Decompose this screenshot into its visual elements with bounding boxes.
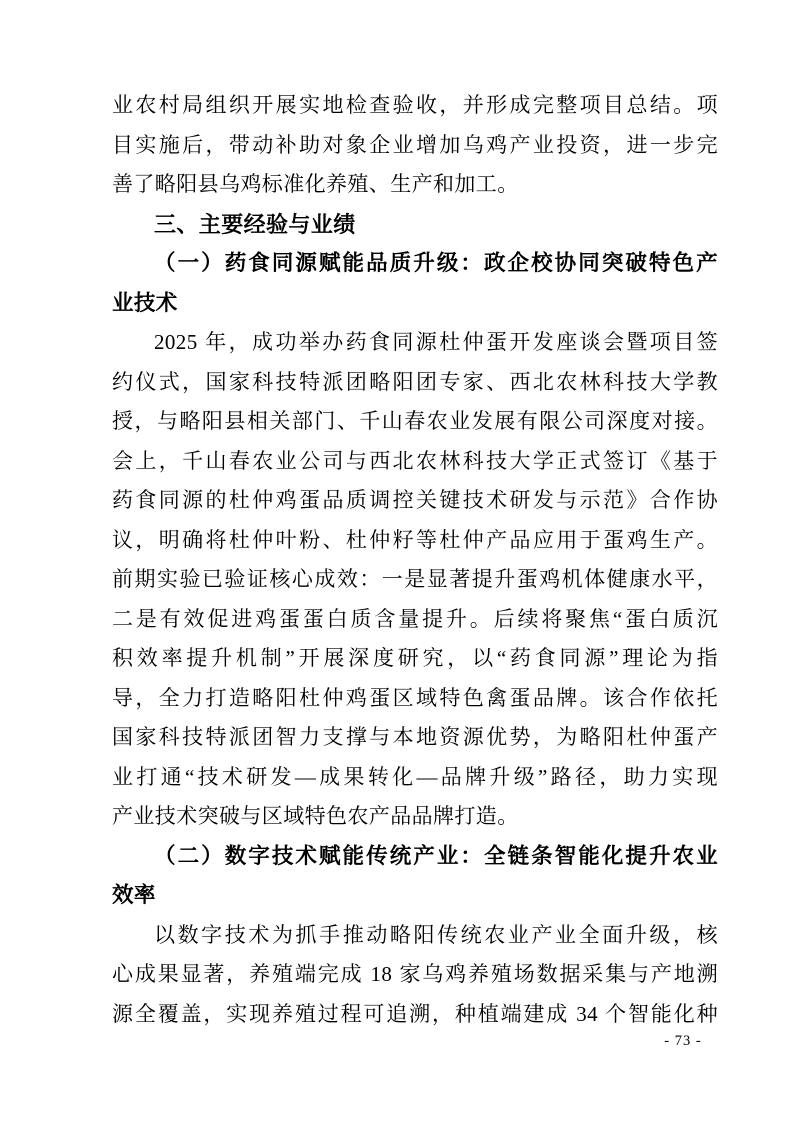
paragraph-line: 目实施后，带动补助对象企业增加乌鸡产业投资，进一步完 bbox=[112, 132, 718, 157]
paragraph-line: 前期实验已验证核心成效：一是显著提升蛋鸡机体健康水平， bbox=[112, 567, 718, 591]
paragraph-line: 约仪式，国家科技特派团略阳团专家、西北农林科技大学教 bbox=[112, 369, 718, 394]
paragraph-line: 源全覆盖，实现养殖过程可追溯，种植端建成 34 个智能化种 bbox=[112, 1001, 718, 1026]
paragraph-line: 心成果显著，养殖端完成 18 家乌鸡养殖场数据采集与产地溯 bbox=[112, 962, 718, 986]
paragraph-line: 以数字技术为抓手推动略阳传统农业产业全面升级，核 bbox=[154, 922, 718, 947]
page-number: - 73 - bbox=[664, 1033, 702, 1049]
paragraph-line: 二是有效促进鸡蛋蛋白质含量提升。后续将聚焦“蛋白质沉 bbox=[112, 606, 718, 631]
heading-line: 效率 bbox=[112, 883, 156, 907]
paragraph-line: 议，明确将杜仲叶粉、杜仲籽等杜仲产品应用于蛋鸡生产。 bbox=[112, 527, 718, 552]
paragraph-line: 药食同源的杜仲鸡蛋品质调控关键技术研发与示范》合作协 bbox=[112, 488, 718, 512]
paragraph-line: 导，全力打造略阳杜仲鸡蛋区域特色禽蛋品牌。该合作依托 bbox=[112, 685, 718, 710]
heading-line: （二）数字技术赋能传统产业：全链条智能化提升农业 bbox=[154, 843, 718, 868]
document-body bbox=[112, 86, 718, 1034]
paragraph-line: 2025 年，成功举办药食同源杜仲蛋开发座谈会暨项目签 bbox=[154, 330, 718, 354]
paragraph-line: 产业技术突破与区域特色农产品品牌打造。 bbox=[112, 804, 519, 828]
paragraph-line: 积效率提升机制”开展深度研究，以“药食同源”理论为指 bbox=[112, 646, 718, 670]
paragraph-line: 授，与略阳县相关部门、千山春农业发展有限公司深度对接。 bbox=[112, 409, 718, 433]
heading-line: （一）药食同源赋能品质升级：政企校协同突破特色产 bbox=[154, 251, 718, 275]
heading-line: 三、主要经验与业绩 bbox=[154, 211, 356, 237]
heading-line: 业技术 bbox=[112, 290, 178, 315]
paragraph-line: 会上，千山春农业公司与西北农林科技大学正式签订《基于 bbox=[112, 448, 718, 473]
paragraph-line: 善了略阳县乌鸡标准化养殖、生产和加工。 bbox=[112, 172, 519, 196]
paragraph-line: 业农村局组织开展实地检查验收，并形成完整项目总结。项 bbox=[112, 93, 718, 117]
paragraph-line: 国家科技特派团智力支撑与本地资源优势，为略阳杜仲蛋产 bbox=[112, 725, 718, 749]
paragraph-line: 业打通“技术研发—成果转化—品牌升级”路径，助力实现 bbox=[112, 764, 718, 789]
